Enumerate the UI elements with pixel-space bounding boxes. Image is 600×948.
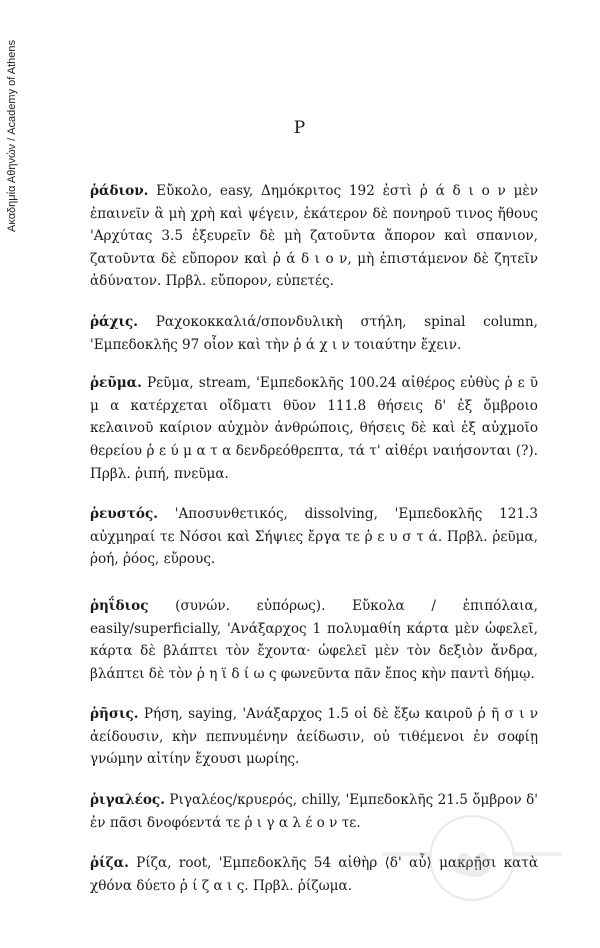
entry-headword: ῥάδιον. (90, 183, 149, 199)
dictionary-entry (90, 503, 538, 571)
entry-headword: ῥίζα. (90, 855, 129, 872)
entry-headword: ῥῆσις. (90, 706, 139, 723)
academy-seal-watermark-icon (372, 800, 572, 910)
entry-text: (συνών. εὐπόρως). Εὔκολα / ἐπιπόλαια, easily/superficially, 'Ανάξαρχος 1 πολυμαθίη κάρτα μὲν ὠφελεῖ, κάρτα δὲ βλάπτει τὸν ἔχοντα· ὠφελεῖ μὲν τὸν δεξιὸν ἄνδρα, βλάπτει δὲ τὸν ῥ η ϊ δ ί ω ς φωνεῦντα πᾶν ἔπος κὴν παντὶ δήμῳ. (90, 597, 538, 682)
entry-text: Εὔκολο, easy, Δημόκριτος 192 ἐστὶ ῥ ά δ ι ο ν μὲν ἐπαινεῖν ἃ μὴ χρὴ καὶ ψέγειν, ἑκάτερον δὲ πονηροῦ τινος ἤθους 'Αρχύτας 3.5 ἐξευρεῖν δὲ μὴ ζατοῦντα ἄπορον καὶ σπανιον, ζατοῦντα δὲ εὔπορον καὶ ῥ ά δ ι ο ν, μὴ ἐπιστάμενον δὲ ζητεῖν ἀδύνατον. Πρβλ. εὔπορον, εὐπετές. (90, 183, 538, 290)
entry-headword: ῥάχις. (90, 313, 139, 330)
dictionary-entry (90, 372, 538, 485)
entry-headword: ῥευστός. (90, 506, 158, 523)
entry-text: Ρεῦμα, stream, 'Εμπεδοκλῆς 100.24 αἰθέρος εὐθὺς ῥ ε ῦ μ α κατέρχεται οἴδματι θῦον 111.8 θήσεις δ' ἐξ ὄμβροιο κελαινοῦ καίριον αὐχμὸν ἀνθρώποις, θήσεις δὲ καὶ ἐξ αὐχμοῖο θερείου ῥ ε ύ μ α τ α δενδρεόθρεπτα, τά τ' αἰθέρι ναιήσονται (?). Πρβλ. ῥιπή, πνεῦμα. (90, 375, 538, 482)
section-letter-heading: P (293, 118, 307, 138)
dictionary-entry (90, 180, 538, 293)
entry-headword: ῥηΐδιος (90, 597, 149, 614)
dictionary-entry (90, 703, 538, 771)
entry-headword: ῥεῦμα. (90, 375, 142, 392)
dictionary-entry (90, 311, 538, 356)
entry-text: Ραχοκοκκαλιά/σπονδυλικὴ στήλη, spinal column, 'Εμπεδοκλῆς 97 οἷον καὶ τὴν ῥ ά χ ι ν τοιαύτην ἔχειν. (90, 313, 538, 353)
archive-watermark-label: Ακαδημία Αθηνών / Academy of Athens (6, 40, 18, 233)
entry-headword: ῥιγαλέος. (90, 792, 165, 809)
entry-text: Ρίζα, root, 'Εμπεδοκλῆς 54 αἰθὴρ ⟨δ' αὖ⟩ μακρῇσι κατὰ χθόνα δύετο ῥ ί ζ α ι ς. Πρβλ. ῥίζωμα. (90, 855, 538, 894)
entry-text: 'Αποσυνθετικός, dissolving, 'Εμπεδοκλῆς 121.3 αὐχμηραί τε Νόσοι καὶ Σήψιες ἔργα τε ῥ ε υ σ τ ά. Πρβλ. ῥεῦμα, ῥοή, ῥόος, εὔρους. (90, 506, 538, 568)
entry-text: Ρήση, saying, 'Ανάξαρχος 1.5 οἱ δὲ ἔξω καιροῦ ῥ ῆ σ ι ν ἀείδουσιν, κὴν πεπνυμένην ἀείδωσιν, οὐ τιθέμενοι ἐν σοφίῃ γνώμην αἰτίην ἔχουσι μωρίης. (90, 706, 538, 768)
dictionary-entry (90, 595, 538, 685)
entry-text: Ριγαλέος/κρυερός, chilly, 'Εμπεδοκλῆς 21.5 ὄμβρον δ' ἐν πᾶσι δνοφόεντά τε ῥ ι γ α λ έ ο ν τε. (90, 792, 538, 831)
